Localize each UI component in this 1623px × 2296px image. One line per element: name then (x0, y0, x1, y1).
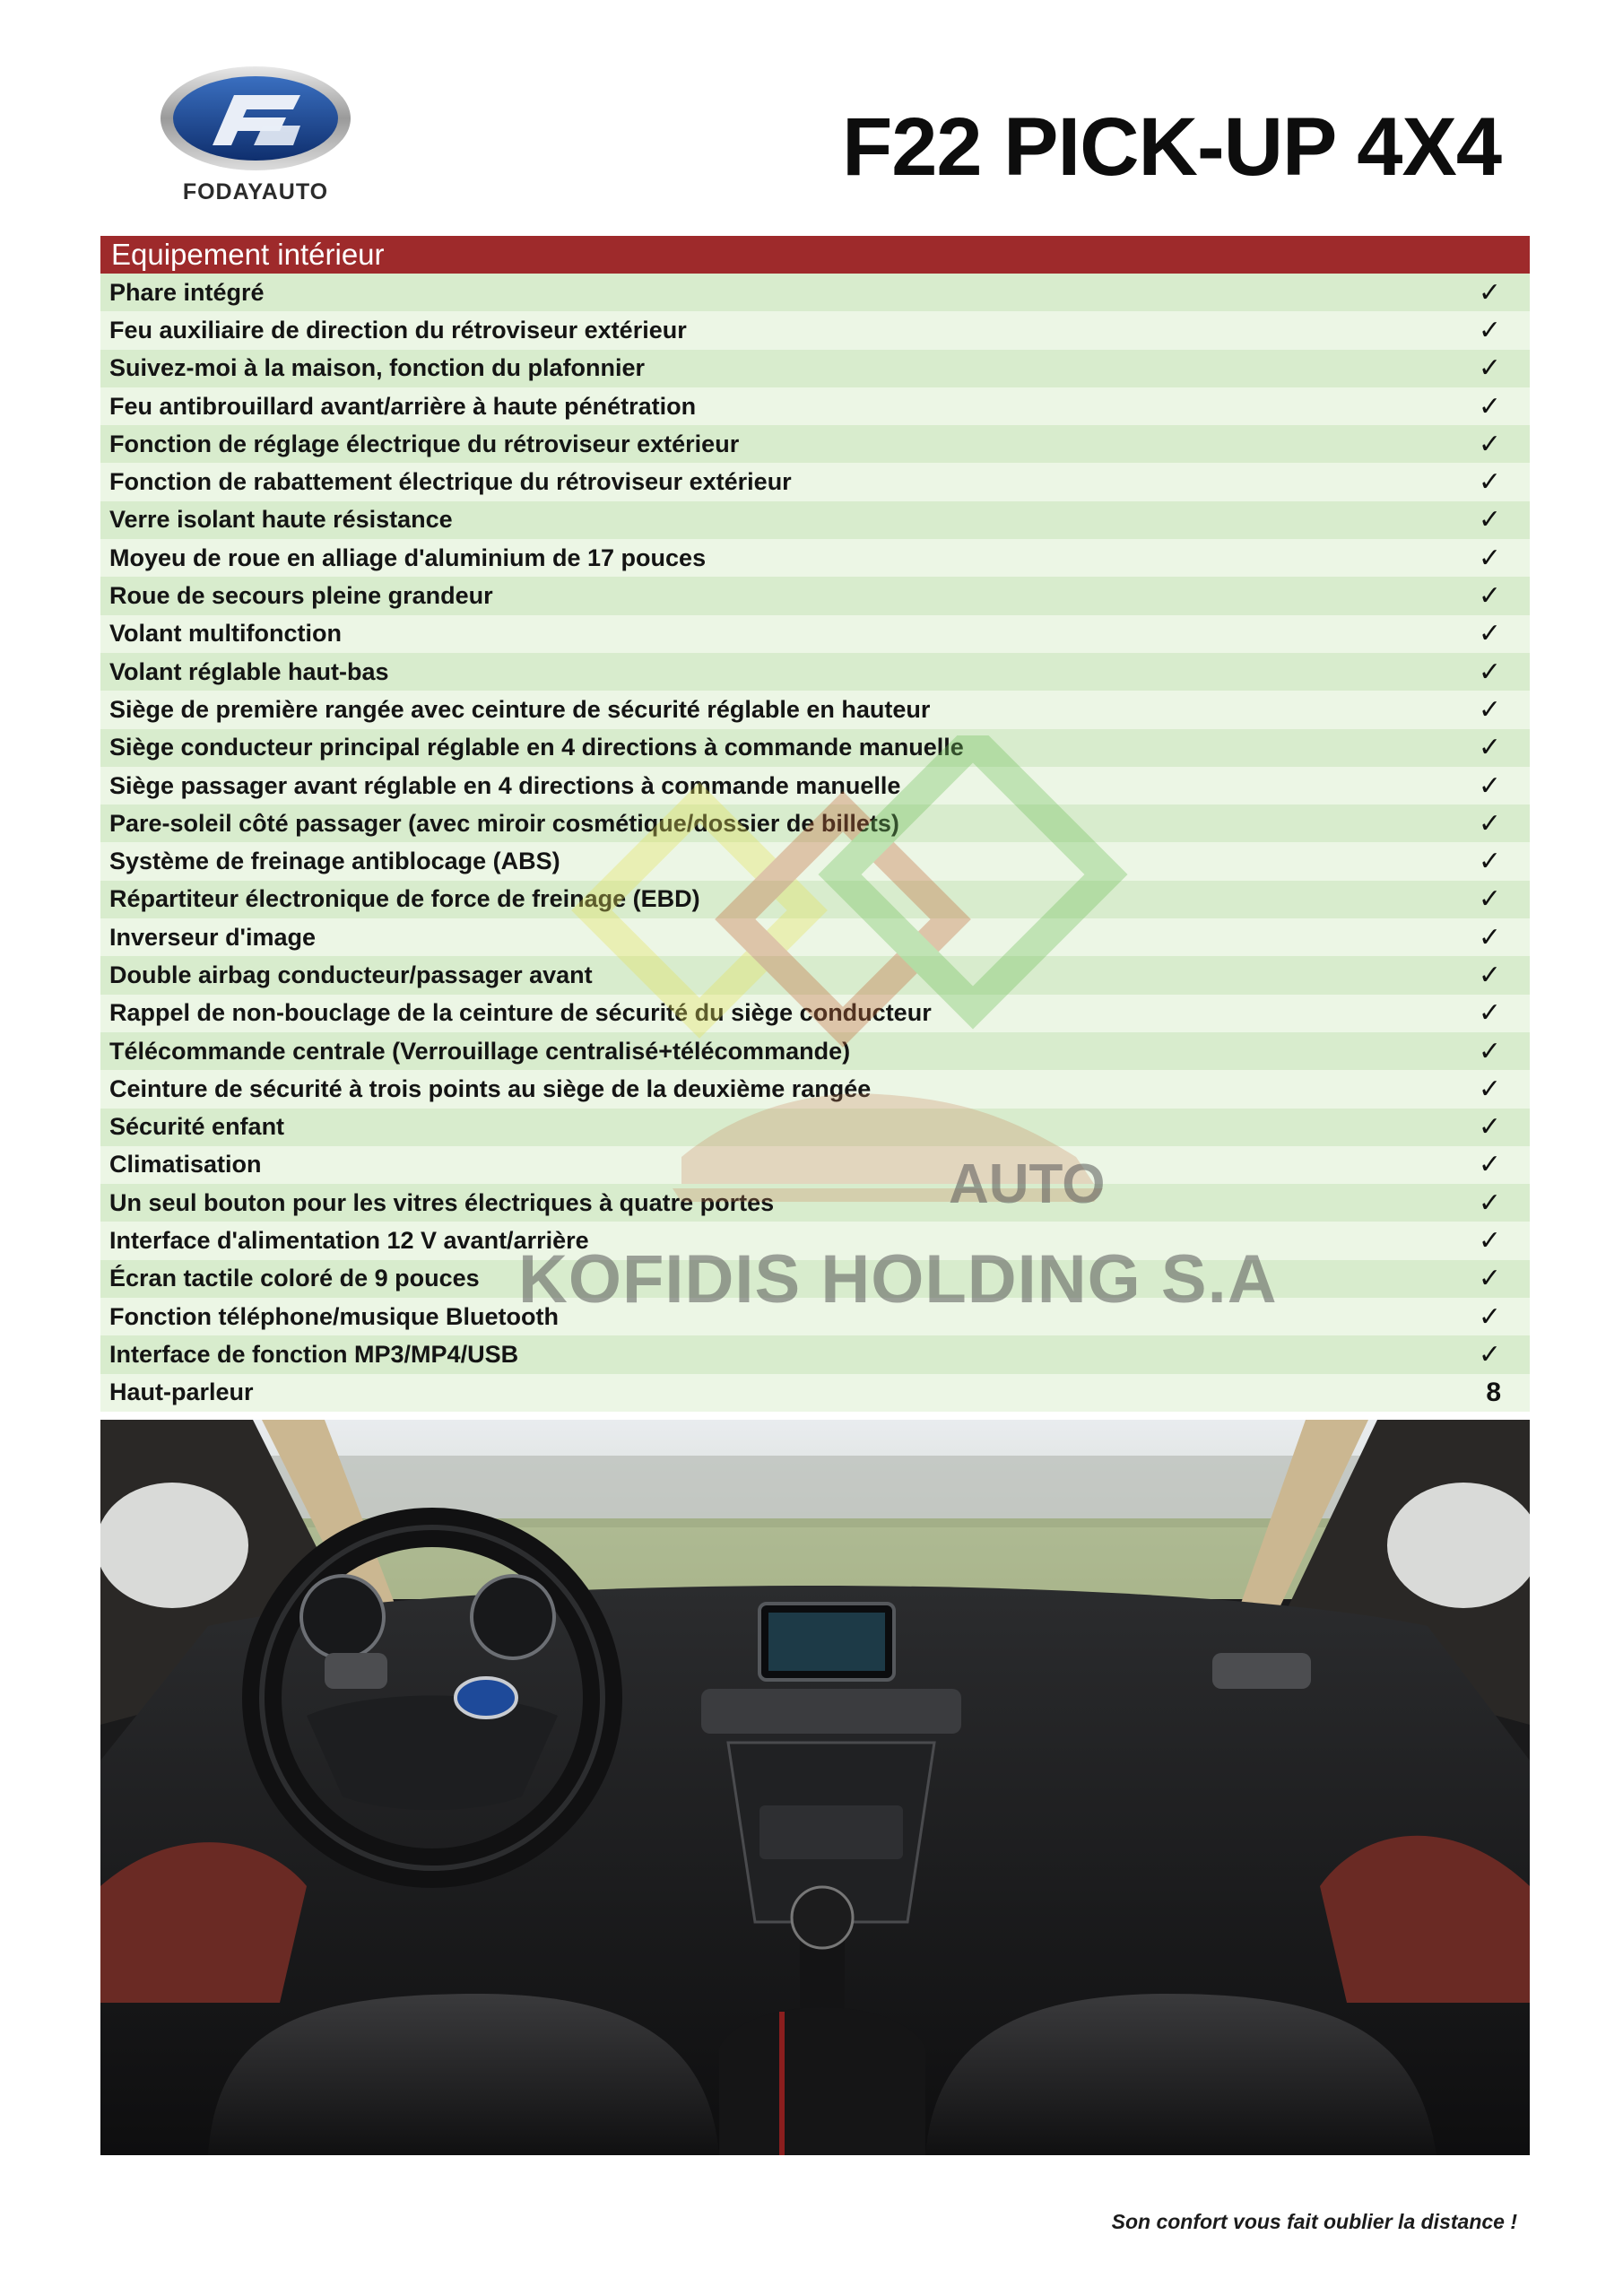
row-label: Un seul bouton pour les vitres électriques à quatre portes (109, 1188, 775, 1216)
row-label: Interface d'alimentation 12 V avant/arrière (109, 1227, 589, 1255)
table-row (100, 691, 1530, 728)
row-label: Système de freinage antiblocage (ABS) (109, 848, 560, 875)
row-label: Suivez-moi à la maison, fonction du plafonnier (109, 354, 646, 382)
table-row (100, 1374, 1530, 1412)
footer-tagline: Son confort vous fait oublier la distance ! (1111, 2210, 1517, 2233)
row-label: Siège conducteur principal réglable en 4 directions à commande manuelle (109, 734, 964, 761)
row-label: Inverseur d'image (109, 923, 317, 951)
row-value: ✓ (1478, 884, 1501, 915)
row-value: ✓ (1478, 1264, 1501, 1294)
watermark-auto: AUTO (949, 1153, 1106, 1215)
row-value: ✓ (1478, 1301, 1501, 1332)
table-row (100, 387, 1530, 425)
brand-name: FODAYAUTO (182, 179, 329, 204)
equipment-table (100, 236, 1530, 1412)
row-value: ✓ (1478, 1036, 1501, 1066)
row-label: Interface de fonction MP3/MP4/USB (109, 1340, 519, 1368)
row-value: ✓ (1478, 657, 1501, 687)
row-value: ✓ (1478, 581, 1501, 612)
row-value: ✓ (1478, 694, 1501, 725)
table-row (100, 1032, 1530, 1070)
interior-photo (100, 1420, 1530, 2155)
table-row (100, 804, 1530, 842)
table-row (100, 881, 1530, 918)
row-label: Télécommande centrale (Verrouillage centralisé+télécommande) (109, 1037, 851, 1065)
table-row (100, 1335, 1530, 1373)
row-label: Ceinture de sécurité à trois points au siège de la deuxième rangée (109, 1074, 872, 1102)
table-row (100, 577, 1530, 614)
car-interior-dashboard-icon (100, 1420, 1530, 2155)
table-row (100, 1070, 1530, 1108)
row-value: ✓ (1478, 733, 1501, 763)
row-label: Roue de secours pleine grandeur (109, 582, 493, 610)
row-value: ✓ (1478, 1339, 1501, 1370)
row-value: ✓ (1478, 391, 1501, 422)
row-label: Pare-soleil côté passager (avec miroir cosmétique/dossier de billets) (109, 809, 899, 837)
row-value: ✓ (1478, 505, 1501, 535)
row-label: Fonction de réglage électrique du rétroviseur extérieur (109, 430, 740, 457)
row-value: ✓ (1478, 1187, 1501, 1218)
row-label: Verre isolant haute résistance (109, 506, 453, 534)
watermark-company: KOFIDIS HOLDING S.A (518, 1241, 1278, 1318)
table-row (100, 615, 1530, 653)
table-row (100, 653, 1530, 691)
row-label: Répartiteur électronique de force de freinage (EBD) (109, 885, 700, 913)
row-value: ✓ (1478, 543, 1501, 573)
table-row (100, 729, 1530, 767)
row-label: Siège passager avant réglable en 4 directions à commande manuelle (109, 771, 901, 799)
row-value: ✓ (1478, 429, 1501, 459)
row-label: Climatisation (109, 1151, 262, 1178)
row-label: Haut-parleur (109, 1378, 254, 1406)
row-value: ✓ (1478, 770, 1501, 801)
table-row (100, 311, 1530, 349)
table-row (100, 995, 1530, 1032)
row-label: Feu antibrouillard avant/arrière à haute pénétration (109, 392, 697, 420)
foday-f-emblem-icon (157, 63, 354, 179)
row-label: Fonction de rabattement électrique du rétroviseur extérieur (109, 468, 792, 496)
row-label: Sécurité enfant (109, 1113, 285, 1141)
row-value: ✓ (1478, 467, 1501, 498)
row-label: Feu auxiliaire de direction du rétroviseur extérieur (109, 316, 687, 344)
row-label: Siège de première rangée avec ceinture de sécurité réglable en hauteur (109, 695, 931, 723)
section-header: Equipement intérieur (100, 236, 1530, 274)
row-value: ✓ (1478, 847, 1501, 877)
table-row (100, 425, 1530, 463)
row-label: Fonction téléphone/musique Bluetooth (109, 1302, 559, 1330)
table-row (100, 463, 1530, 500)
row-label: Rappel de non-bouclage de la ceinture de sécurité du siège conducteur (109, 999, 932, 1027)
row-label: Phare intégré (109, 278, 265, 306)
row-value: ✓ (1478, 277, 1501, 308)
row-value: ✓ (1478, 315, 1501, 345)
table-row (100, 539, 1530, 577)
table-row (100, 350, 1530, 387)
table-row (100, 274, 1530, 311)
row-value: ✓ (1478, 353, 1501, 384)
row-value: ✓ (1478, 1150, 1501, 1180)
row-label: Écran tactile coloré de 9 pouces (109, 1265, 480, 1292)
row-value: ✓ (1478, 960, 1501, 990)
table-row (100, 767, 1530, 804)
row-value: ✓ (1478, 1226, 1501, 1257)
table-row (100, 501, 1530, 539)
row-value: ✓ (1478, 808, 1501, 839)
row-value: ✓ (1478, 619, 1501, 649)
table-row (100, 956, 1530, 994)
row-label: Double airbag conducteur/passager avant (109, 961, 593, 988)
row-value: ✓ (1478, 1112, 1501, 1143)
row-label: Moyeu de roue en alliage d'aluminium de 17 pouces (109, 544, 707, 571)
page-title: F22 PICK-UP 4X4 (842, 101, 1501, 193)
row-value: 8 (1486, 1377, 1501, 1407)
row-value: ✓ (1478, 998, 1501, 1029)
table-row (100, 1184, 1530, 1222)
row-label: Volant réglable haut-bas (109, 657, 389, 685)
row-value: ✓ (1478, 922, 1501, 952)
table-row (100, 1146, 1530, 1184)
row-value: ✓ (1478, 1074, 1501, 1104)
table-row (100, 918, 1530, 956)
row-label: Volant multifonction (109, 620, 342, 648)
table-row (100, 1109, 1530, 1146)
table-row (100, 842, 1530, 880)
